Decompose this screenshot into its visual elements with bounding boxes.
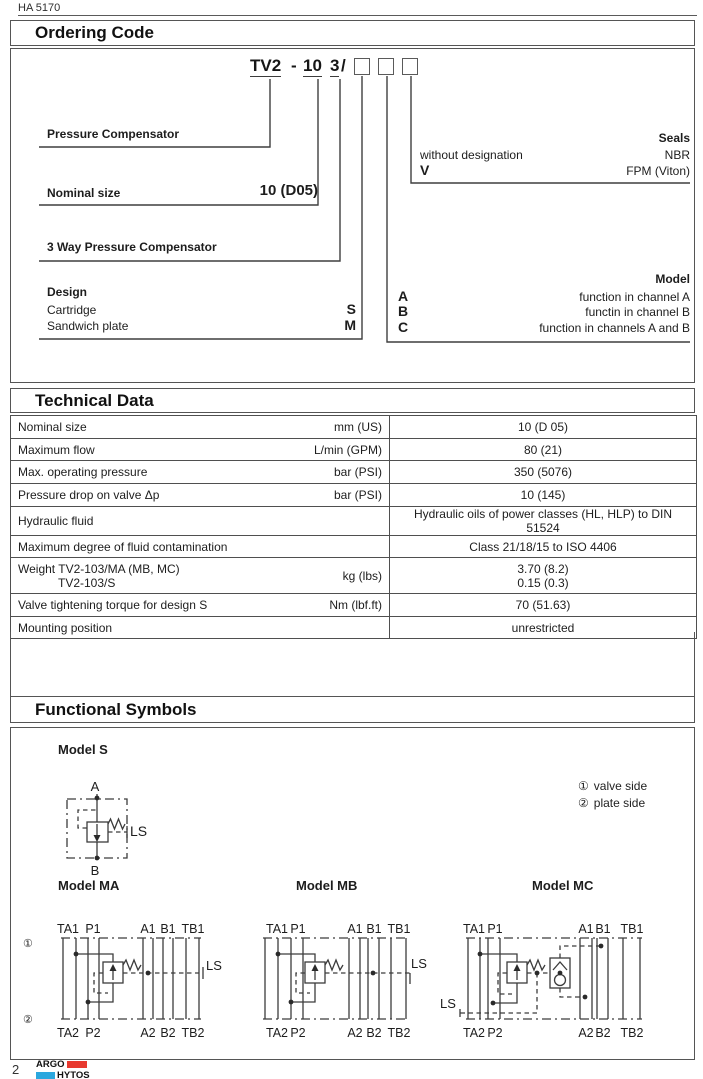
connector-three-way: [39, 79, 340, 261]
junction-dot: [74, 952, 79, 957]
label-model: Model: [655, 272, 690, 286]
technical-data-title: Technical Data: [10, 388, 695, 413]
tech-value: Class 21/18/15 to ISO 4406: [390, 536, 697, 558]
tech-unit: bar (PSI): [333, 488, 382, 502]
plate-boundary-lines: [263, 938, 408, 1019]
tech-label-line2: TV2-103/S: [58, 575, 116, 590]
svg-text:TA1: TA1: [463, 922, 485, 936]
tech-value: unrestricted: [390, 617, 697, 639]
tech-unit: mm (US): [334, 420, 382, 434]
legend-valve-side: [578, 779, 647, 793]
seals-row-nbr: [420, 148, 690, 162]
model-s-schematic: [38, 776, 178, 880]
model-ma-label: Model MA: [58, 878, 120, 893]
table-row: [11, 484, 697, 507]
seals-option-code: V: [420, 162, 430, 178]
code-box-design: [354, 58, 370, 75]
svg-text:B1: B1: [366, 922, 382, 936]
logo-text-hytos: HYTOS: [57, 1069, 90, 1079]
header-rule: [18, 15, 697, 16]
tech-unit: bar (PSI): [333, 465, 382, 479]
tech-label: Max. operating pressure: [18, 465, 148, 479]
ls-label: LS: [440, 996, 456, 1011]
port-labels-top: [463, 922, 644, 936]
tech-unit: L/min (GPM): [313, 442, 382, 457]
tech-label: Pressure drop on valve Δp: [18, 488, 160, 502]
svg-text:TA1: TA1: [266, 922, 288, 936]
ls-label: LS: [130, 823, 148, 839]
technical-section-spacer: [10, 632, 695, 696]
seals-row-viton: [420, 162, 690, 178]
legend-plate-side: [578, 796, 645, 810]
pilot-line-to-a: [560, 988, 585, 997]
ordering-code-title: Ordering Code: [10, 20, 695, 46]
port-label-a: A: [90, 779, 100, 794]
tech-value: 80 (21): [390, 439, 697, 461]
svg-text:TA2: TA2: [57, 1026, 79, 1040]
svg-text:P2: P2: [290, 1026, 306, 1040]
svg-text:B1: B1: [595, 922, 611, 936]
seals-option-value: FPM (Viton): [626, 164, 690, 178]
circled-2-icon: ②: [578, 796, 589, 810]
design-option-name: Sandwich plate: [47, 319, 129, 333]
value-nominal-size: 10 (D05): [259, 182, 318, 199]
technical-data-table: [10, 415, 697, 639]
spring-icon: [325, 960, 343, 970]
code-slash: /: [341, 56, 346, 75]
junction-dot: [86, 1000, 91, 1005]
svg-text:TA2: TA2: [463, 1026, 485, 1040]
label-three-way: 3 Way Pressure Compensator: [47, 240, 217, 254]
inlet-connection-line: [480, 954, 517, 962]
tech-label: Valve tightening torque for design S: [18, 598, 208, 612]
svg-text:TA2: TA2: [266, 1026, 288, 1040]
code-part-3: 3: [330, 56, 340, 75]
model-mb-schematic: [253, 916, 433, 1044]
svg-text:B1: B1: [160, 922, 176, 936]
svg-text:A1: A1: [578, 922, 594, 936]
design-option-code: S: [346, 301, 356, 317]
logo-blue-block: [36, 1072, 55, 1079]
spring-icon: [123, 960, 141, 970]
port-labels-bottom: [463, 1026, 644, 1040]
inlet-connection-line: [278, 954, 315, 962]
tech-label: Hydraulic fluid: [18, 514, 94, 528]
junction-dot: [599, 944, 604, 949]
logo-text-argo: ARGO: [36, 1058, 65, 1070]
svg-text:A2: A2: [347, 1026, 363, 1040]
junction-dot: [95, 796, 100, 801]
svg-text:A1: A1: [347, 922, 363, 936]
table-row: [11, 558, 697, 594]
ls-label: LS: [206, 958, 222, 973]
plate-boundary-lines: [61, 938, 201, 1019]
model-option-value: function in channels A and B: [539, 321, 690, 335]
table-row: [11, 416, 697, 439]
design-row-cartridge: [47, 301, 356, 317]
table-row: [11, 507, 697, 536]
seals-option-code: without designation: [420, 148, 523, 162]
logo-red-block: [67, 1061, 87, 1069]
junction-dot: [491, 1001, 496, 1006]
junction-dot: [535, 971, 540, 976]
inlet-connection-line: [76, 954, 113, 962]
svg-text:A1: A1: [140, 922, 156, 936]
svg-text:A2: A2: [140, 1026, 156, 1040]
svg-text:A2: A2: [578, 1026, 594, 1040]
tech-label: Mounting position: [18, 620, 113, 635]
outlet-connection-line: [493, 983, 517, 1003]
tech-value-line2: 0.15 (0.3): [517, 575, 569, 590]
junction-dot: [583, 995, 588, 1000]
label-design: Design: [47, 285, 88, 299]
tech-label: Maximum flow: [18, 442, 95, 457]
junction-dot: [558, 971, 563, 976]
spring-icon: [527, 960, 545, 970]
model-option-value: function in channel A: [579, 290, 690, 304]
svg-text:B2: B2: [160, 1026, 176, 1040]
port-labels-top: [266, 922, 411, 936]
svg-text:P2: P2: [85, 1026, 101, 1040]
design-option-code: M: [344, 317, 356, 333]
label-nominal-size: Nominal size: [47, 186, 121, 200]
svg-text:TB1: TB1: [181, 922, 205, 936]
document-code: HA 5170: [18, 2, 61, 14]
tech-label: Nominal size: [18, 420, 87, 434]
tech-value: 350 (5076): [390, 461, 697, 484]
model-option-code: B: [398, 303, 409, 319]
model-option-code: C: [398, 319, 409, 335]
seals-option-value: NBR: [664, 148, 690, 162]
code-box-model: [378, 58, 394, 75]
model-s-label: Model S: [58, 742, 108, 757]
code-part-10: 10: [303, 56, 322, 75]
spring-icon: [108, 819, 125, 829]
model-option-value: functin in channel B: [585, 305, 690, 319]
valve-side-mark: ①: [23, 938, 33, 950]
junction-dot: [371, 971, 376, 976]
tech-unit: Nm (lbf.ft): [329, 598, 382, 612]
table-row: [11, 461, 697, 484]
junction-dot: [276, 952, 281, 957]
model-mc-label: Model MC: [532, 878, 594, 893]
junction-dot: [95, 856, 100, 861]
tech-value: 3.70 (8.2): [517, 561, 569, 576]
model-ma-schematic: [20, 916, 225, 1044]
table-row: [11, 594, 697, 617]
channel-lines: [63, 938, 199, 1019]
circled-1-icon: ①: [578, 779, 589, 793]
svg-text:TB1: TB1: [620, 922, 644, 936]
design-row-sandwich: [47, 317, 356, 333]
svg-text:P1: P1: [487, 922, 503, 936]
table-row: [11, 439, 697, 461]
code-dash: -: [291, 56, 297, 75]
design-option-name: Cartridge: [47, 303, 97, 317]
tech-value: 10 (D 05): [390, 416, 697, 439]
model-row-a: [398, 288, 690, 304]
tech-label: Maximum degree of fluid contamination: [18, 539, 228, 554]
tech-label: Weight TV2-103/MA (MB, MC): [18, 561, 180, 576]
page-number: 2: [12, 1062, 20, 1077]
port-labels-top: [57, 922, 205, 936]
legend-text: valve side: [593, 779, 648, 793]
connector-design: [39, 76, 362, 339]
plate-side-mark: ②: [23, 1014, 33, 1026]
code-part-tv2: TV2: [250, 56, 282, 75]
junction-dot: [478, 952, 483, 957]
model-row-b: [398, 303, 690, 319]
svg-text:TB2: TB2: [181, 1026, 205, 1040]
legend-text: plate side: [593, 796, 646, 810]
model-mc-schematic: [438, 916, 661, 1044]
junction-dot: [146, 971, 151, 976]
tech-value: 10 (145): [390, 484, 697, 507]
svg-text:P1: P1: [290, 922, 306, 936]
model-option-code: A: [398, 288, 409, 304]
tech-value: 70 (51.63): [390, 594, 697, 617]
ls-label: LS: [411, 956, 427, 971]
svg-text:TB1: TB1: [387, 922, 411, 936]
model-mb-label: Model MB: [296, 878, 358, 893]
model-row-c: [398, 319, 690, 335]
tech-value: Hydraulic oils of power classes (HL, HLP) to DIN 51524: [390, 507, 697, 536]
code-box-seals: [402, 58, 418, 75]
svg-text:B2: B2: [366, 1026, 382, 1040]
table-row: [11, 536, 697, 558]
argo-hytos-logo: [36, 1060, 90, 1079]
channel-lines: [265, 938, 406, 1019]
port-label-b: B: [90, 863, 100, 878]
label-pressure-compensator: Pressure Compensator: [47, 127, 180, 141]
tech-unit: kg (lbs): [342, 568, 382, 583]
functional-symbols-title: Functional Symbols: [10, 696, 695, 723]
svg-text:TB2: TB2: [620, 1026, 644, 1040]
svg-text:TA1: TA1: [57, 922, 79, 936]
port-labels-bottom: [57, 1026, 205, 1040]
svg-text:B2: B2: [595, 1026, 611, 1040]
svg-text:TB2: TB2: [387, 1026, 411, 1040]
svg-text:P1: P1: [85, 922, 101, 936]
svg-text:P2: P2: [487, 1026, 503, 1040]
label-seals: Seals: [658, 131, 690, 145]
port-labels-bottom: [266, 1026, 411, 1040]
junction-dot: [289, 1000, 294, 1005]
